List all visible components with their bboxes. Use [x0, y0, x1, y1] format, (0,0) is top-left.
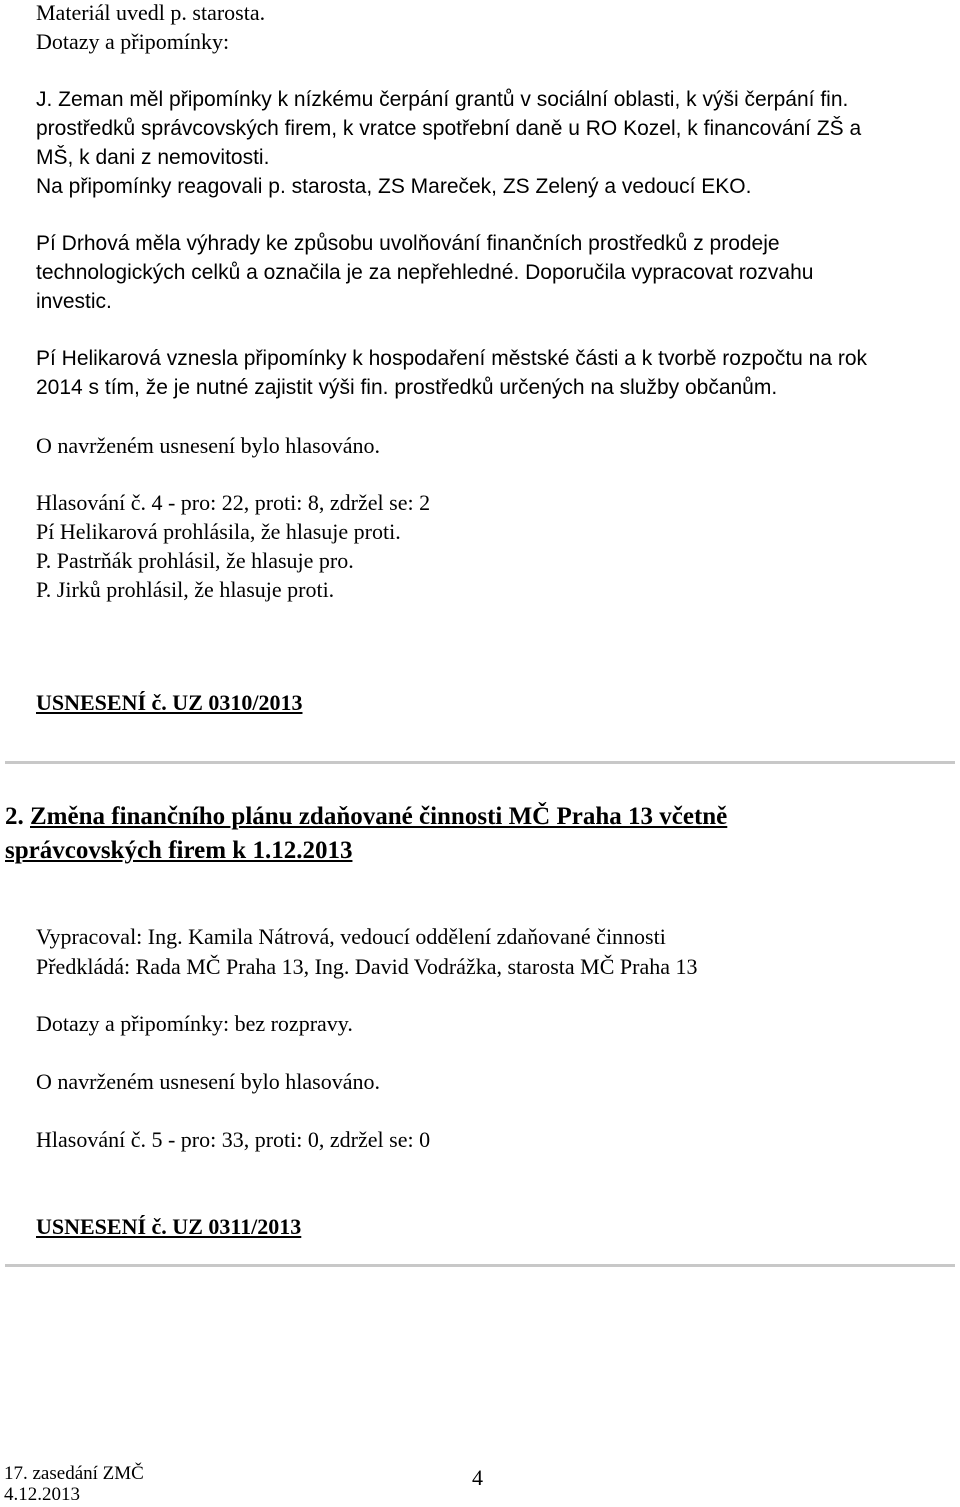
prepared-by: Vypracoval: Ing. Kamila Nátrová, vedoucí oddělení zdaňované činnosti: [36, 924, 666, 949]
vote2-proposal: O navrženém usnesení bylo hlasováno.: [36, 1069, 380, 1094]
resolution-0310: USNESENÍ č. UZ 0310/2013: [36, 690, 303, 715]
item2-questions: Dotazy a připomínky: bez rozpravy.: [36, 1011, 353, 1036]
item2-title-line-1: [5, 801, 727, 835]
drhova-comment-line-2: technologických celků a označila je za nepřehledné. Doporučila vypracovat rozvahu: [36, 261, 814, 284]
vote1-note-1: Pí Helikarová prohlásila, že hlasuje proti.: [36, 519, 401, 544]
resolution-0311: USNESENÍ č. UZ 0311/2013: [36, 1214, 302, 1239]
vote1-proposal: O navrženém usnesení bylo hlasováno.: [36, 433, 380, 458]
section-divider-1: [5, 761, 955, 764]
item2-title-text: Změna finančního plánu zdaňované činnosti MČ Praha 13 včetně: [30, 803, 728, 830]
submitted-by: Předkládá: Rada MČ Praha 13, Ing. David Vodrážka, starosta MČ Praha 13: [36, 954, 698, 979]
vote1-note-3: P. Jirků prohlásil, že hlasuje proti.: [36, 577, 335, 602]
zeman-comment-line-2: prostředků správcovských firem, k vratce spotřební daně u RO Kozel, k financování ZŠ a: [36, 117, 862, 140]
item2-title-text-2: správcovských firem k 1.12.2013: [5, 837, 353, 864]
helikarova-comment-line-1: Pí Helikarová vznesla připomínky k hospodaření městské části a k tvorbě rozpočtu na rok: [36, 347, 868, 370]
item2-number: 2.: [5, 803, 24, 830]
questions-heading: Dotazy a připomínky:: [36, 29, 230, 54]
item2-title-line-2: [5, 835, 352, 869]
vote1-note-2: P. Pastrňák prohlásil, že hlasuje pro.: [36, 548, 354, 573]
drhova-comment-line-1: Pí Drhová měla výhrady ke způsobu uvolňování finančních prostředků z prodeje: [36, 232, 780, 255]
vote1-result: Hlasování č. 4 - pro: 22, proti: 8, zdržel se: 2: [36, 490, 431, 515]
section-divider-2: [5, 1264, 955, 1267]
material-line: Materiál uvedl p. starosta.: [36, 0, 266, 25]
zeman-comment-line-1: J. Zeman měl připomínky k nízkému čerpání grantů v sociální oblasti, k výši čerpání fin.: [36, 88, 849, 111]
helikarova-comment-line-2: 2014 s tím, že je nutné zajistit výši fin. prostředků určených na služby občanům.: [36, 376, 778, 399]
footer-session: 17. zasedání ZMČ: [4, 1463, 144, 1484]
page-number: 4: [472, 1465, 483, 1490]
footer-date: 4.12.2013: [4, 1484, 80, 1505]
vote2-result: Hlasování č. 5 - pro: 33, proti: 0, zdržel se: 0: [36, 1127, 431, 1152]
drhova-comment-line-3: investic.: [36, 290, 112, 313]
zeman-comment-line-3: MŠ, k dani z nemovitosti.: [36, 146, 270, 169]
reaction-line: Na připomínky reagovali p. starosta, ZS Mareček, ZS Zelený a vedoucí EKO.: [36, 175, 752, 198]
